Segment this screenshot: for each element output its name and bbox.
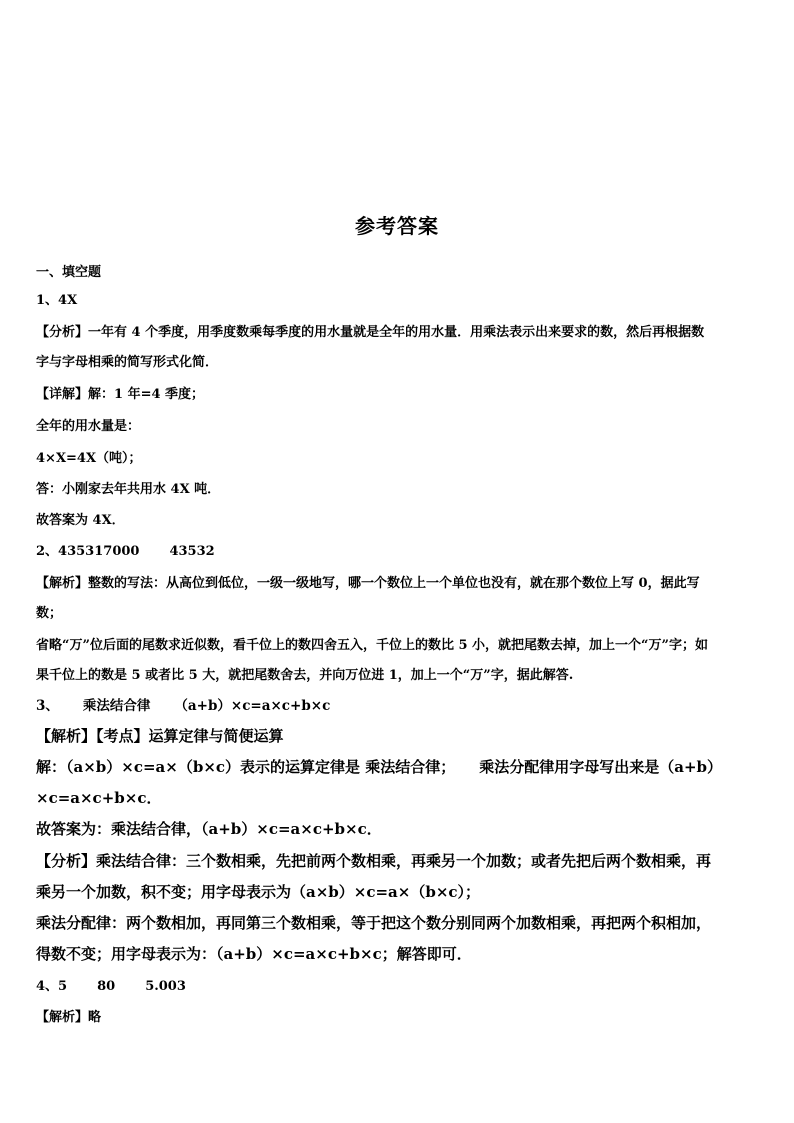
q3-answer	[36, 700, 330, 714]
q3-solution-line-1	[36, 760, 722, 775]
q3-solution-part-a: 解：（a×b）×c=a×（b×c）表示的运算定律是 乘法结合律；	[36, 758, 456, 776]
q1-answer: 1、4X	[36, 293, 78, 308]
q1-detail-line-4: 答：小刚家去年共用水 4X 吨．	[36, 482, 221, 497]
q3-solution-line-2: ×c=a×c+b×c．	[36, 789, 162, 807]
q3-analysis-line-2: 乘另一个加数，积不变；用字母表示为（a×b）×c=a×（b×c）；	[36, 883, 481, 901]
q1-detail-line-5: 故答案为 4X．	[36, 513, 125, 528]
q2-line-2: 数；	[36, 606, 63, 621]
q1-detail-line-1: 【详解】解：1 年=4 季度；	[36, 387, 205, 402]
q3-tag: 【解析】【考点】运算定律与简便运算	[36, 727, 284, 745]
q2-answer-number: 2、435317000	[36, 544, 140, 559]
q1-analysis-line-1: 【分析】一年有 4 个季度，用季度数乘每季度的用水量就是全年的用水量．用乘法表示出来要求的数，然后再根据数	[36, 325, 705, 340]
q3-analysis-line-1: 【分析】乘法结合律：三个数相乘，先把前两个数相乘，再乘另一个加数；或者先把后两个数相乘，再	[36, 852, 712, 870]
q3-answer-law: 乘法结合律	[82, 698, 151, 714]
q1-detail-line-2: 全年的用水量是：	[36, 419, 141, 434]
section-heading: 一、填空题	[36, 265, 102, 280]
q3-analysis-line-4: 得数不变；用字母表示为：（a+b）×c=a×c+b×c；解答即可．	[36, 945, 472, 963]
q3-answer-formula: （a+b）×c=a×c+b×c	[174, 698, 331, 714]
q1-detail-line-3: 4×X=4X（吨）；	[36, 451, 142, 466]
q3-answer-number: 3、	[36, 698, 59, 714]
q3-analysis-line-3: 乘法分配律：两个数相加，再同第三个数相乘，等于把这个数分别同两个加数相乘，再把两个积相加，	[36, 914, 712, 932]
q4-line-1: 【解析】略	[36, 1010, 102, 1025]
q2-answer	[36, 545, 215, 558]
q3-solution-part-b: 乘法分配律用字母写出来是（a+b）	[479, 758, 723, 776]
q2-line-3: 省略“万”位后面的尾数求近似数，看千位上的数四舍五入，千位上的数比 5 小，就把尾数去掉，加上一个“万”字；如	[36, 638, 709, 653]
q4-answer	[36, 980, 186, 993]
q1-analysis-line-2: 字与字母相乘的简写形式化简．	[36, 355, 219, 370]
q4-answer-1: 4、5	[36, 979, 68, 994]
page-title: 参考答案	[355, 214, 439, 238]
q4-answer-2: 80	[97, 979, 116, 994]
q2-line-1: 【解析】整数的写法：从高位到低位，一级一级地写，哪一个数位上一个单位也没有，就在那个数位上写 0，据此写	[36, 576, 700, 591]
q3-solution-line-3: 故答案为：乘法结合律，（a+b）×c=a×c+b×c．	[36, 820, 382, 838]
q2-answer-approx: 43532	[169, 544, 215, 559]
q2-line-4: 果千位上的数是 5 或者比 5 大，就把尾数舍去，并向万位进 1，加上一个“万”字，据此解答.	[36, 668, 574, 683]
q4-answer-3: 5.003	[145, 979, 186, 994]
